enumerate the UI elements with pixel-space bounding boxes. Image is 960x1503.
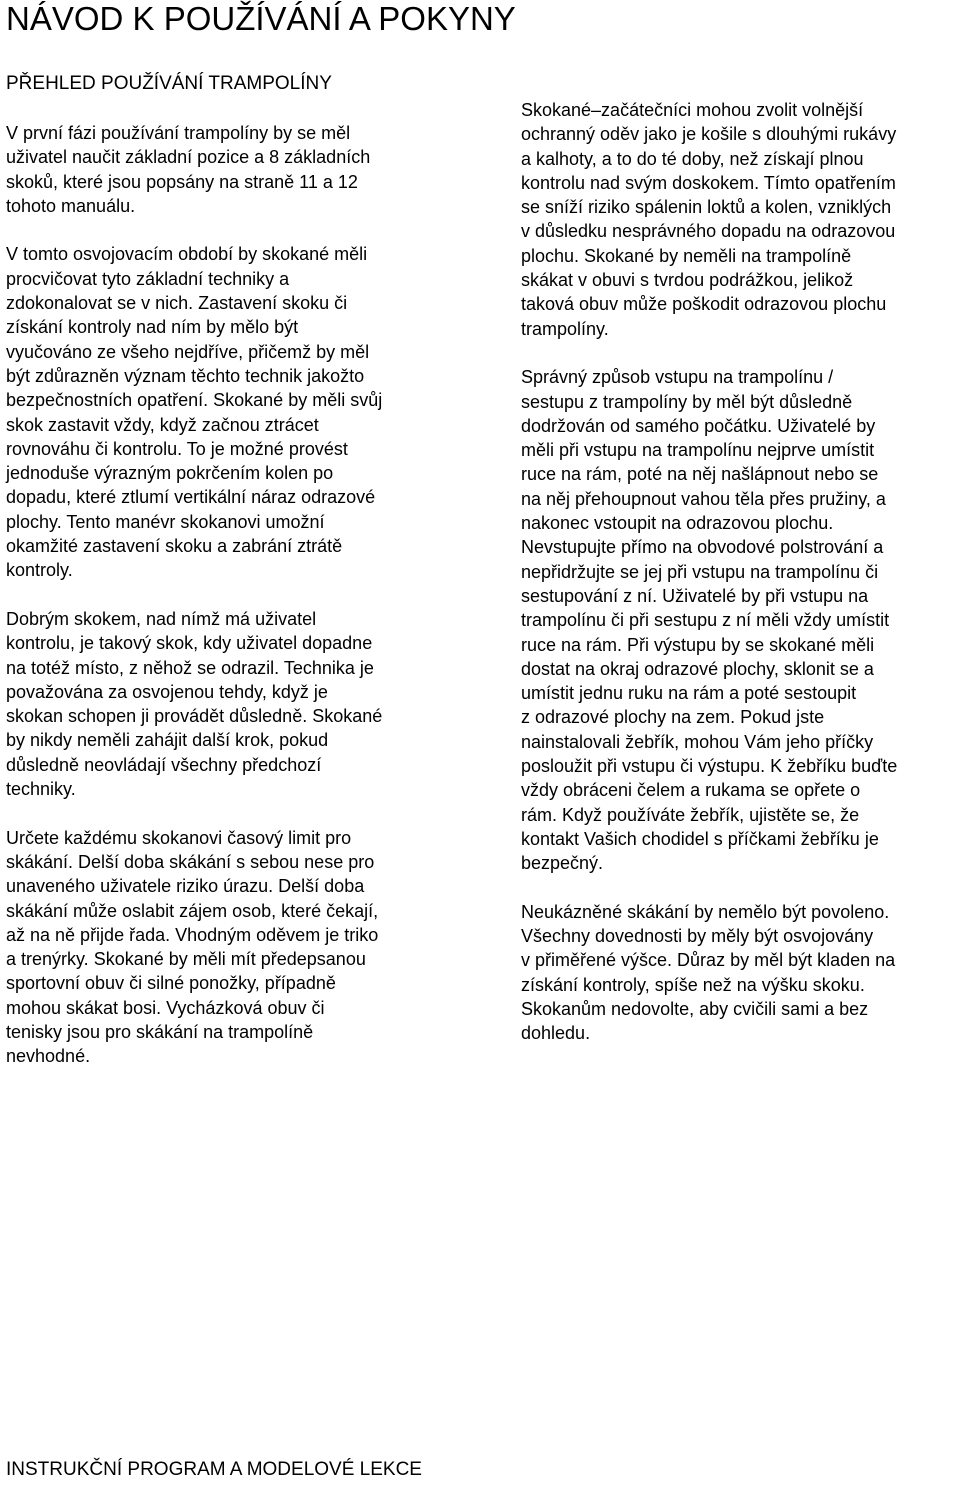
text-line: bezpečnostních opatření. Skokané by měli svůj <box>6 390 383 411</box>
text-line: tenisky jsou pro skákání na trampolíně <box>6 1021 314 1042</box>
text-line: vždy obráceni čelem a rukama se opřete o <box>521 780 861 801</box>
page-title: NÁVOD K POUŽÍVÁNÍ A POKYNY <box>6 0 516 37</box>
text-line: kontroly. <box>6 560 73 581</box>
text-line: ruce na rám. Při výstupu by se skokané měli <box>521 634 875 655</box>
text-line: nevhodné. <box>6 1046 91 1067</box>
text-line: rovnováhu či kontrolu. To je možné provést <box>6 438 348 459</box>
text-line: a kalhoty, a to do té doby, než získají plnou <box>521 148 864 169</box>
text-line: v přiměřené výšce. Důraz by měl být kladen na <box>521 950 896 971</box>
paragraph <box>6 607 456 801</box>
paragraph <box>6 121 456 218</box>
text-line: uživatel naučit základní pozice a 8 základních <box>6 147 371 168</box>
footer-heading: INSTRUKČNÍ PROGRAM A MODELOVÉ LEKCE <box>6 1459 422 1480</box>
text-line: tohoto manuálu. <box>6 195 136 216</box>
paragraph-gap <box>6 583 456 607</box>
text-line: bezpečný. <box>521 853 604 874</box>
text-line: V první fázi používání trampolíny by se měl <box>6 123 351 143</box>
text-line: procvičovat tyto základní techniky a <box>6 268 290 289</box>
text-line: důsledně neovládají všechny předchozí <box>6 754 322 775</box>
text-line: Skokané–začátečníci mohou zvolit volnější <box>521 100 864 120</box>
text-line: taková obuv může poškodit odrazovou plochu <box>521 294 887 315</box>
text-line: kontrolu nad svým doskokem. Tímto opatřením <box>521 172 896 193</box>
text-line: kontakt Vašich chodidel s příčkami žebříku je <box>521 828 879 849</box>
text-line: ruce na rám, poté na něj našlápnout nebo se <box>521 464 879 485</box>
text-line: rám. Když používáte žebřík, ujistěte se, že <box>521 804 860 825</box>
text-line: jednoduše výrazným pokrčením kolen po <box>6 463 334 484</box>
text-line: dopadu, které ztlumí vertikální náraz odrazové <box>6 487 376 508</box>
text-line: V tomto osvojovacím období by skokané měli <box>6 244 368 265</box>
text-line: techniky. <box>6 779 76 800</box>
text-line: sestupování z ní. Uživatelé by při vstupu na <box>521 585 869 606</box>
text-line: dodržován od samého počátku. Uživatelé by <box>521 415 876 436</box>
text-line: na totéž místo, z něhož se odrazil. Technika je <box>6 657 374 678</box>
text-line: považována za osvojenou tehdy, když je <box>6 681 328 702</box>
text-line: v důsledku nesprávného dopadu na odrazovou <box>521 221 896 242</box>
paragraph <box>521 98 960 341</box>
text-line: umístit jednu ruku na rám a poté sestoupit <box>521 683 857 704</box>
text-line: skákání. Delší doba skákání s sebou nese pro <box>6 851 375 872</box>
text-line: dostat na okraj odrazové plochy, sklonit se a <box>521 658 874 679</box>
paragraph <box>6 826 456 1069</box>
text-line: a trenýrky. Skokané by měli mít předepsanou <box>6 949 366 970</box>
paragraph-gap <box>521 341 960 365</box>
right-column <box>521 98 960 1046</box>
paragraph <box>6 242 456 582</box>
text-line: vyučováno ze všeho nejdříve, přičemž by měl <box>6 341 370 362</box>
text-line: na něj přehoupnout vahou těla přes pružiny, a <box>521 488 886 509</box>
text-line: nepřidržujte se jej při vstupu na trampolínu či <box>521 561 879 582</box>
text-line: Skokanům nedovolte, aby cvičili sami a bez <box>521 998 869 1019</box>
text-line: nainstalovali žebřík, mohou Vám jeho příčky <box>521 731 874 752</box>
paragraph-gap <box>6 218 456 242</box>
text-line: získání kontroly nad ním by mělo být <box>6 317 299 338</box>
text-line: plochu. Skokané by neměli na trampolíně <box>521 245 852 266</box>
text-line: kontrolu, je takový skok, kdy uživatel dopadne <box>6 633 373 654</box>
text-line: trampolínu či při sestupu z ní měli vždy umístit <box>521 610 890 631</box>
text-line: mohou skákat bosi. Vycházková obuv či <box>6 997 325 1018</box>
text-line: být zdůrazněn význam těchto technik jakožto <box>6 365 365 386</box>
text-line: Dobrým skokem, nad nímž má uživatel <box>6 608 317 629</box>
text-line: skoků, které jsou popsány na straně 11 a 12 <box>6 171 358 192</box>
text-line: Neukázněné skákání by nemělo být povoleno. <box>521 901 890 922</box>
text-line: získání kontroly, spíše než na výšku skoku. <box>521 974 865 995</box>
paragraph-gap <box>6 801 456 825</box>
text-line: měli při vstupu na trampolínu nejprve umístit <box>521 440 875 461</box>
text-line: sportovní obuv či silné ponožky, případně <box>6 973 336 994</box>
text-line: nakonec vstoupit na odrazovou plochu. <box>521 513 834 534</box>
text-line: plochy. Tento manévr skokanovi umožní <box>6 511 325 532</box>
text-line: dohledu. <box>521 1023 591 1044</box>
text-line: posloužit při vstupu či výstupu. K žebříku buďte <box>521 756 898 777</box>
text-line: Nevstupujte přímo na obvodové polstrování a <box>521 537 884 558</box>
text-line: až na ně přijde řada. Vhodným oděvem je triko <box>6 924 379 945</box>
text-line: z odrazové plochy na zem. Pokud jste <box>521 707 825 728</box>
text-line: Všechny dovednosti by měly být osvojovány <box>521 926 874 947</box>
text-line: Správný způsob vstupu na trampolínu / <box>521 367 834 388</box>
left-column <box>6 121 456 1069</box>
section-heading: PŘEHLED POUŽÍVÁNÍ TRAMPOLÍNY <box>6 73 332 94</box>
text-line: unaveného uživatele riziko úrazu. Delší doba <box>6 876 365 897</box>
text-line: skok zastavit vždy, když začnou ztrácet <box>6 414 319 435</box>
text-line: Určete každému skokanovi časový limit pro <box>6 827 352 848</box>
text-line: se sníží riziko spálenin loktů a kolen, vzniklých <box>521 197 892 218</box>
paragraph-gap <box>521 876 960 900</box>
text-line: zdokonalovat se v nich. Zastavení skoku či <box>6 293 348 314</box>
paragraph <box>521 365 960 875</box>
text-line: skokan schopen ji provádět důsledně. Skokané <box>6 706 383 727</box>
text-line: skákání může oslabit zájem osob, které čekají, <box>6 900 379 921</box>
text-line: trampolíny. <box>521 318 609 339</box>
paragraph <box>521 900 960 1046</box>
text-line: skákat v obuvi s tvrdou podrážkou, jelikož <box>521 270 854 291</box>
text-line: sestupu z trampolíny by měl být důsledně <box>521 391 853 412</box>
text-line: by nikdy neměli zahájit další krok, pokud <box>6 730 329 751</box>
text-line: ochranný oděv jako je košile s dlouhými rukávy <box>521 124 897 145</box>
text-line: okamžité zastavení skoku a zabrání ztrátě <box>6 536 343 557</box>
